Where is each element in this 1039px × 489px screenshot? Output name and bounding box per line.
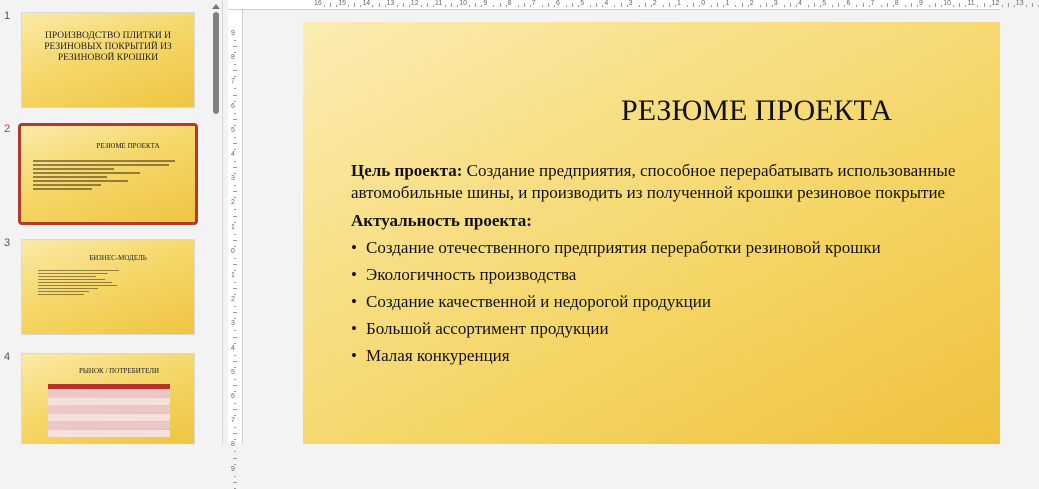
ruler-tick — [784, 5, 785, 7]
ruler-label: 12 — [991, 0, 1000, 7]
ruler-label: 16 — [314, 0, 322, 7]
ruler-tick — [735, 5, 736, 7]
ruler-label: 4 — [604, 0, 609, 7]
ruler-tick — [451, 3, 452, 7]
ruler-tick — [663, 5, 664, 7]
ruler-label: 13 — [386, 0, 395, 7]
ruler-label: 8 — [507, 0, 512, 7]
ruler-label: 3 — [628, 0, 633, 7]
ruler-tick — [234, 88, 236, 89]
ruler-label: 3 — [231, 320, 235, 328]
ruler-tick — [233, 119, 237, 120]
ruler-tick — [379, 3, 380, 7]
ruler-tick — [234, 318, 236, 319]
ruler-tick — [403, 3, 404, 7]
ruler-label: 7 — [231, 417, 235, 425]
thumbnail-text-lines — [22, 262, 194, 295]
ruler-label: 5 — [822, 0, 827, 7]
ruler-tick — [234, 52, 236, 53]
ruler-tick — [234, 209, 236, 210]
ruler-tick — [820, 5, 821, 7]
ruler-tick — [881, 5, 882, 7]
ruler-tick — [233, 167, 237, 168]
ruler-label: 1 — [725, 0, 730, 7]
ruler-tick — [234, 464, 236, 465]
scroll-up-arrow-icon[interactable] — [212, 4, 220, 9]
ruler-tick — [977, 5, 978, 7]
ruler-label: 9 — [919, 0, 923, 7]
ruler-tick — [542, 5, 543, 7]
ruler-tick — [869, 5, 870, 7]
ruler-tick — [234, 367, 236, 368]
ruler-tick — [602, 5, 603, 7]
ruler-tick — [481, 5, 482, 7]
ruler-tick — [234, 258, 236, 259]
ruler-tick — [234, 113, 236, 114]
ruler-tick — [233, 143, 237, 144]
ruler-tick — [905, 5, 906, 7]
ruler-tick — [233, 337, 237, 338]
ruler-label: 4 — [231, 151, 235, 158]
thumbnail-title: РЫНОК / ПОТРЕБИТЕЛИ — [78, 367, 160, 375]
ruler-tick — [234, 427, 236, 428]
ruler-tick — [675, 5, 676, 7]
ruler-tick — [233, 95, 237, 96]
ruler-label: 7 — [231, 78, 235, 86]
scrollbar-thumb[interactable] — [213, 12, 219, 114]
goal-label: Цель проекта: — [351, 161, 463, 180]
ruler-tick — [953, 5, 954, 7]
ruler-tick — [1002, 5, 1003, 7]
slide-thumbnail-1[interactable] — [21, 12, 195, 108]
ruler-tick — [234, 197, 236, 198]
ruler-tick — [651, 5, 652, 7]
ruler-tick — [717, 3, 718, 7]
ruler-label: 5 — [231, 126, 235, 134]
ruler-tick — [234, 270, 236, 271]
ruler-label: 12 — [410, 0, 419, 7]
ruler-tick — [234, 343, 236, 344]
ruler-tick — [233, 240, 237, 241]
ruler-label: 0 — [701, 0, 706, 7]
thumbnail-scrollbar[interactable] — [210, 0, 222, 444]
slide-number-3: 3 — [4, 237, 11, 249]
ruler-label: 4 — [798, 0, 802, 7]
ruler-tick — [234, 234, 236, 235]
ruler-tick — [669, 3, 670, 7]
slide-number-2: 2 — [4, 123, 11, 135]
ruler-tick — [566, 5, 567, 7]
ruler-tick — [518, 5, 519, 7]
ruler-tick — [234, 282, 236, 283]
ruler-tick — [844, 5, 845, 7]
slide-thumbnail-pane — [0, 0, 210, 444]
ruler-tick — [324, 5, 325, 7]
ruler-tick — [234, 185, 236, 186]
thumbnail-text-lines — [21, 150, 195, 190]
ruler-tick — [372, 5, 373, 7]
list-item: • Малая конкуренция — [351, 345, 980, 367]
ruler-tick — [506, 5, 507, 7]
list-item: • Создание качественной и недорогой продукции — [351, 291, 980, 313]
ruler-tick — [965, 5, 966, 7]
ruler-tick — [233, 312, 237, 313]
ruler-label: 9 — [231, 30, 235, 37]
ruler-tick — [348, 5, 349, 7]
ruler-tick — [893, 5, 894, 7]
ruler-tick — [929, 5, 930, 7]
ruler-label: 15 — [338, 0, 346, 7]
vertical-ruler[interactable] — [228, 10, 243, 473]
ruler-tick — [742, 3, 743, 7]
ruler-tick — [234, 222, 236, 223]
ruler-tick — [234, 246, 236, 247]
ruler-tick — [433, 5, 434, 7]
ruler-tick — [234, 439, 236, 440]
ruler-tick — [233, 70, 237, 71]
ruler-label: 8 — [894, 0, 899, 7]
ruler-tick — [832, 5, 833, 7]
ruler-tick — [409, 5, 410, 7]
ruler-tick — [1014, 5, 1015, 7]
ruler-tick — [984, 3, 985, 7]
ruler-tick — [530, 5, 531, 7]
ruler-tick — [548, 3, 549, 7]
ruler-tick — [856, 5, 857, 7]
ruler-label: 2 — [749, 0, 754, 7]
ruler-tick — [233, 191, 237, 192]
ruler-tick — [941, 5, 942, 7]
ruler-label: 10 — [459, 0, 467, 7]
ruler-tick — [760, 5, 761, 7]
slide-thumbnail-3[interactable] — [21, 239, 195, 335]
ruler-label: 10 — [943, 0, 951, 7]
ruler-label: 9 — [483, 0, 488, 7]
ruler-tick — [554, 5, 555, 7]
ruler-tick — [814, 3, 815, 7]
list-item: • Большой ассортимент продукции — [351, 318, 980, 340]
slide-number-1: 1 — [4, 10, 11, 22]
ruler-tick — [233, 458, 237, 459]
ruler-tick — [234, 379, 236, 380]
list-item: • Создание отечественного предприятия переработки резиновой крошки — [351, 237, 980, 259]
ruler-label: 5 — [580, 0, 585, 7]
ruler-label: 2 — [652, 0, 657, 7]
ruler-tick — [887, 3, 888, 7]
ruler-tick — [234, 294, 236, 295]
ruler-tick — [808, 5, 809, 7]
slide-number-4: 4 — [4, 351, 11, 363]
ruler-label: 7 — [870, 0, 875, 7]
project-goal — [351, 160, 980, 204]
ruler-label: 1 — [677, 0, 681, 7]
ruler-label: 1 — [231, 272, 235, 279]
ruler-tick — [421, 5, 422, 7]
ruler-tick — [385, 5, 386, 7]
ruler-tick — [234, 149, 236, 150]
ruler-tick — [469, 5, 470, 7]
ruler-tick — [911, 3, 912, 7]
ruler-label: 6 — [846, 0, 851, 7]
ruler-tick — [234, 355, 236, 356]
ruler-tick — [723, 5, 724, 7]
ruler-tick — [959, 3, 960, 7]
thumbnail-title: ПРОИЗВОДСТВО ПЛИТКИ И РЕЗИНОВЫХ ПОКРЫТИЙ ИЗ РЕЗИНОВОЙ КРОШКИ — [44, 31, 172, 63]
ruler-label: 6 — [231, 102, 235, 110]
ruler-label: 9 — [231, 465, 235, 473]
ruler-tick — [614, 5, 615, 7]
ruler-tick — [1026, 5, 1027, 7]
ruler-tick — [427, 3, 428, 7]
ruler-tick — [475, 3, 476, 7]
slide-title[interactable]: РЕЗЮМЕ ПРОЕКТА — [621, 94, 892, 127]
ruler-tick — [330, 3, 331, 7]
slide-canvas[interactable] — [303, 22, 1000, 444]
ruler-tick — [397, 5, 398, 7]
ruler-tick — [233, 385, 237, 386]
ruler-tick — [1008, 3, 1009, 7]
ruler-tick — [233, 482, 237, 483]
ruler-tick — [234, 125, 236, 126]
slide-body[interactable] — [351, 160, 980, 367]
ruler-tick — [234, 40, 236, 41]
ruler-label: 11 — [435, 0, 443, 7]
thumbnail-title: РЕЗЮМЕ ПРОЕКТА — [96, 142, 160, 150]
ruler-label: 8 — [231, 441, 235, 449]
ruler-tick — [645, 3, 646, 7]
goal-text: Создание предприятия, способное перерабатывать использованные автомобильные шины, и производить из полученной крошки резиновое покрытие — [351, 161, 956, 202]
ruler-label: 3 — [773, 0, 778, 7]
ruler-label: 6 — [231, 393, 235, 400]
ruler-tick — [917, 5, 918, 7]
ruler-label: 6 — [556, 0, 560, 7]
thumbnail-table — [48, 384, 170, 445]
ruler-tick — [234, 64, 236, 65]
ruler-tick — [233, 433, 237, 434]
ruler-tick — [699, 5, 700, 7]
ruler-tick — [234, 403, 236, 404]
ruler-tick — [766, 3, 767, 7]
ruler-tick — [1032, 3, 1033, 7]
list-item: • Экологичность производства — [351, 264, 980, 286]
ruler-tick — [621, 3, 622, 7]
ruler-tick — [838, 3, 839, 7]
ruler-tick — [234, 476, 236, 477]
ruler-label: 0 — [231, 247, 235, 255]
ruler-tick — [578, 5, 579, 7]
ruler-tick — [687, 5, 688, 7]
ruler-tick — [336, 5, 337, 7]
ruler-tick — [627, 5, 628, 7]
ruler-tick — [360, 5, 361, 7]
ruler-tick — [234, 137, 236, 138]
ruler-label: 5 — [231, 368, 235, 376]
ruler-tick — [234, 391, 236, 392]
ruler-label: 14 — [362, 0, 371, 7]
ruler-label: 8 — [231, 54, 235, 62]
ruler-tick — [234, 173, 236, 174]
ruler-tick — [234, 415, 236, 416]
ruler-tick — [234, 451, 236, 452]
ruler-tick — [354, 3, 355, 7]
pane-divider[interactable] — [222, 0, 223, 444]
ruler-tick — [233, 46, 237, 47]
ruler-tick — [596, 3, 597, 7]
ruler-tick — [863, 3, 864, 7]
relevance-label: Актуальность проекта: — [351, 211, 532, 230]
ruler-label: 2 — [231, 199, 235, 207]
ruler-tick — [234, 76, 236, 77]
ruler-tick — [711, 5, 712, 7]
ruler-label: 4 — [231, 344, 235, 352]
ruler-tick — [524, 3, 525, 7]
ruler-tick — [234, 306, 236, 307]
ruler-tick — [234, 161, 236, 162]
thumbnail-title: БИЗНЕС-МОДЕЛЬ — [89, 254, 147, 262]
ruler-tick — [457, 5, 458, 7]
ruler-tick — [590, 5, 591, 7]
ruler-tick — [233, 216, 237, 217]
ruler-tick — [234, 101, 236, 102]
ruler-tick — [572, 3, 573, 7]
ruler-tick — [500, 3, 501, 7]
ruler-tick — [233, 264, 237, 265]
ruler-tick — [748, 5, 749, 7]
ruler-tick — [493, 5, 494, 7]
relevance-list — [351, 237, 980, 367]
ruler-tick — [935, 3, 936, 7]
ruler-tick — [990, 5, 991, 7]
slide-thumbnail-2[interactable] — [18, 123, 198, 225]
ruler-tick — [790, 3, 791, 7]
ruler-label: 13 — [1015, 0, 1024, 7]
ruler-label: 11 — [967, 0, 975, 7]
ruler-tick — [693, 3, 694, 7]
slide-thumbnail-4[interactable] — [21, 353, 195, 444]
horizontal-ruler[interactable] — [228, 0, 1024, 10]
ruler-tick — [639, 5, 640, 7]
ruler-label: 7 — [531, 0, 536, 7]
ruler-tick — [772, 5, 773, 7]
ruler-tick — [445, 5, 446, 7]
ruler-label: 2 — [231, 296, 235, 304]
ruler-tick — [233, 409, 237, 410]
ruler-tick — [233, 361, 237, 362]
ruler-tick — [233, 288, 237, 289]
ruler-tick — [234, 330, 236, 331]
ruler-label: 3 — [231, 175, 235, 183]
ruler-label: 1 — [231, 223, 235, 231]
ruler-tick — [796, 5, 797, 7]
